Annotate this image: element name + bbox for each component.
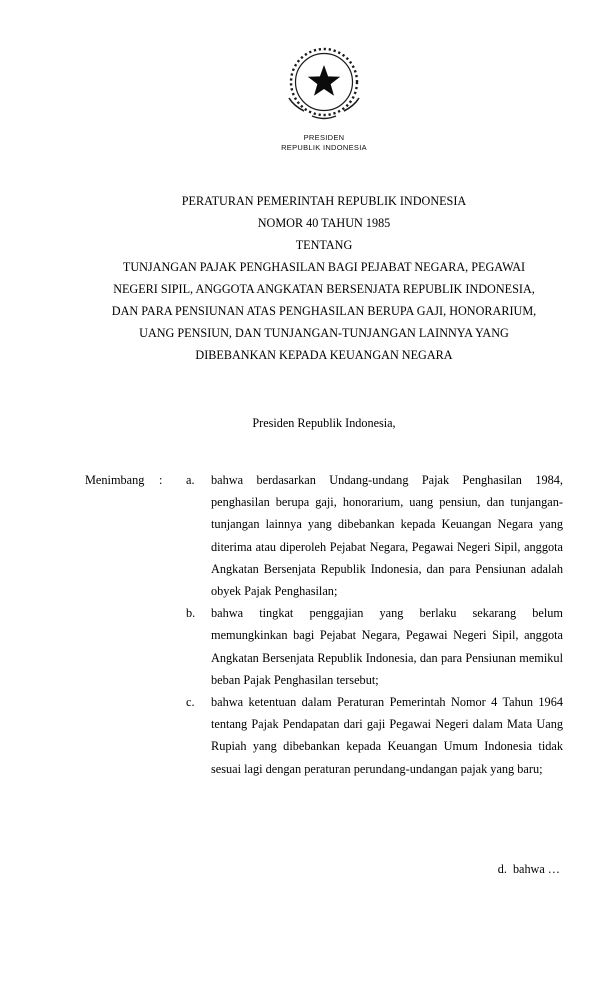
item-text: bahwa tingkat penggajian yang berlaku sekarang belum memungkinkan bagi Pejabat Negara, Pegawai Negeri Sipil, anggota Angkatan Bersenjata Republik Indonesia, dan para Pensiunan memikul beban Pajak Penghasilan tersebut; bbox=[211, 606, 563, 687]
title-subject-line: NEGERI SIPIL, ANGGOTA ANGKATAN BERSENJATA REPUBLIK INDONESIA, bbox=[113, 282, 535, 296]
title-peraturan: PERATURAN PEMERINTAH REPUBLIK INDONESIA bbox=[181, 194, 467, 208]
regulation-title bbox=[85, 190, 563, 366]
title-nomor: NOMOR 40 TAHUN 1985 bbox=[257, 216, 391, 230]
menimbang-label: Menimbang bbox=[85, 473, 145, 487]
title-tentang: TENTANG bbox=[295, 238, 353, 252]
considerations-section bbox=[85, 469, 563, 780]
title-subject-line: DIBEBANKAN KEPADA KEUANGAN NEGARA bbox=[195, 348, 453, 362]
title-subject-line: DAN PARA PENSIUNAN ATAS PENGHASILAN BERUPA GAJI, HONORARIUM, bbox=[111, 304, 537, 318]
catchword: d. bahwa … bbox=[497, 862, 560, 876]
item-marker: c. bbox=[186, 695, 195, 710]
salutation: Presiden Republik Indonesia, bbox=[252, 416, 396, 430]
consideration-item bbox=[85, 602, 563, 691]
title-subject-line: TUNJANGAN PAJAK PENGHASILAN BAGI PEJABAT NEGARA, PEGAWAI bbox=[122, 260, 526, 274]
presidential-seal-icon bbox=[282, 42, 366, 130]
org-name bbox=[85, 133, 563, 152]
title-subject-line: UANG PENSIUN, DAN TUNJANGAN-TUNJANGAN LAINNYA YANG bbox=[139, 326, 509, 340]
item-text: bahwa ketentuan dalam Peraturan Pemerintah Nomor 4 Tahun 1964 tentang Pajak Pendapatan dari gaji Pegawai Negeri dalam Mata Uang Rupiah yang dibebankan kepada Keuangan Umum Indonesia tidak sesuai lagi dengan peraturan perundang-undangan pajak yang baru; bbox=[211, 695, 563, 776]
letterhead bbox=[85, 42, 563, 152]
consideration-item bbox=[85, 469, 563, 602]
item-marker: b. bbox=[186, 606, 196, 621]
org-line-presiden: PRESIDEN bbox=[303, 133, 345, 142]
item-text: bahwa berdasarkan Undang-undang Pajak Penghasilan 1984, penghasilan berupa gaji, honorarium, uang pensiun, dan tunjangan-tunjangan lainnya yang dibebankan kepada Keuangan Negara yang diterima atau diperoleh Pejabat Negara, Pegawai Negeri Sipil, anggota Angkatan Bersenjata Republik Indonesia, dan para Pensiunan adalah obyek Pajak Penghasilan; bbox=[211, 473, 563, 599]
item-marker: a. bbox=[186, 473, 195, 487]
org-line-republik: REPUBLIK INDONESIA bbox=[281, 142, 367, 152]
consideration-item bbox=[85, 691, 563, 780]
menimbang-colon: : bbox=[159, 473, 163, 487]
